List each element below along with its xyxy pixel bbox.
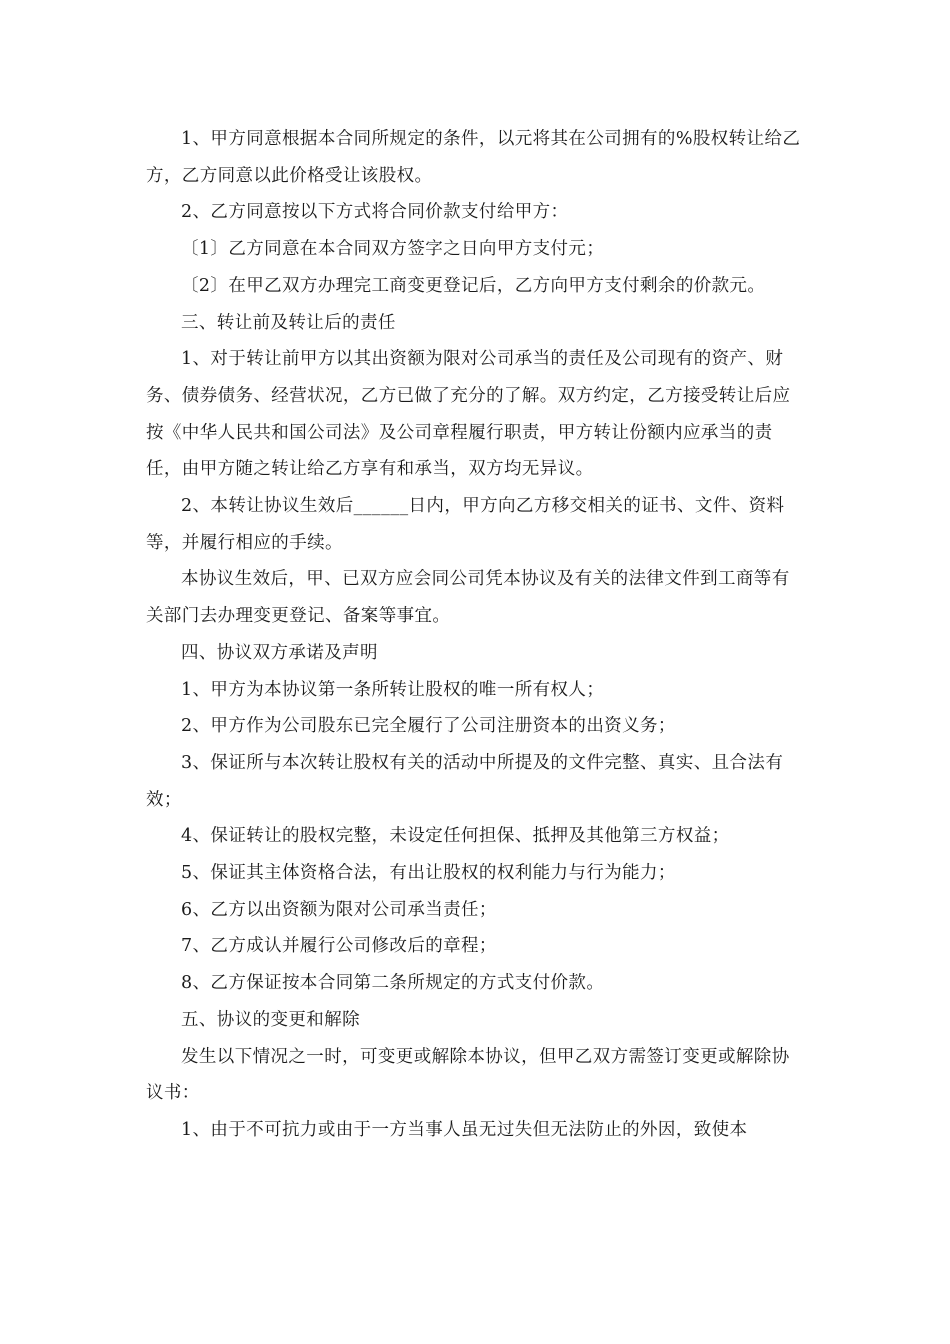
paragraph: 6、乙方以出资额为限对公司承当责任；	[181, 899, 497, 920]
paragraph: 2、乙方同意按以下方式将合同价款支付给甲方：	[181, 202, 569, 223]
paragraph: 3、保证所与本次转让股权有关的活动中所提及的文件完整、真实、且合法有效；	[146, 752, 784, 810]
section-heading: 四、协议双方承诺及声明	[181, 642, 378, 663]
section-heading: 五、协议的变更和解除	[181, 1009, 360, 1030]
paragraph: 4、保证转让的股权完整，未设定任何担保、抵押及其他第三方权益；	[181, 826, 730, 847]
paragraph: 〔2〕在甲乙双方办理完工商变更登记后，乙方向甲方支付剩余的价款元。	[181, 275, 766, 296]
paragraph: 1、甲方为本协议第一条所转让股权的唯一所有权人；	[181, 679, 605, 700]
paragraph: 8、乙方保证按本合同第二条所规定的方式支付价款。	[181, 973, 605, 994]
paragraph: 〔1〕乙方同意在本合同双方签字之日向甲方支付元；	[181, 239, 605, 260]
paragraph: 2、本转让协议生效后______日内，甲方向乙方移交相关的证书、文件、资料等，并履行相应的手续。	[146, 496, 785, 553]
paragraph: 2、甲方作为公司股东已完全履行了公司注册资本的出资义务；	[181, 716, 676, 737]
paragraph: 7、乙方成认并履行公司修改后的章程；	[181, 936, 497, 957]
section-heading: 三、转让前及转让后的责任	[181, 312, 396, 333]
paragraph: 1、甲方同意根据本合同所规定的条件，以元将其在公司拥有的%股权转让给乙方，乙方同意以此价格受让该股权。	[146, 129, 801, 186]
paragraph: 本协议生效后，甲、已双方应会同公司凭本协议及有关的法律文件到工商等有关部门去办理变更登记、备案等事宜。	[146, 569, 790, 627]
paragraph: 1、对于转让前甲方以其出资额为限对公司承当的责任及公司现有的资产、财务、债券债务、经营状况，乙方已做了充分的了解。双方约定，乙方接受转让后应按《中华人民共和国公司法》及公司章程履行职责，甲方转让份额内应承当的责任，由甲方随之转让给乙方享有和承当，双方均无异议。	[146, 349, 791, 480]
paragraph: 发生以下情况之一时，可变更或解除本协议，但甲乙双方需签订变更或解除协议书：	[146, 1046, 790, 1104]
paragraph: 1、由于不可抗力或由于一方当事人虽无过失但无法防止的外因，致使本	[181, 1119, 748, 1140]
document-body	[146, 121, 806, 1149]
paragraph: 5、保证其主体资格合法，有出让股权的权利能力与行为能力；	[181, 863, 676, 884]
